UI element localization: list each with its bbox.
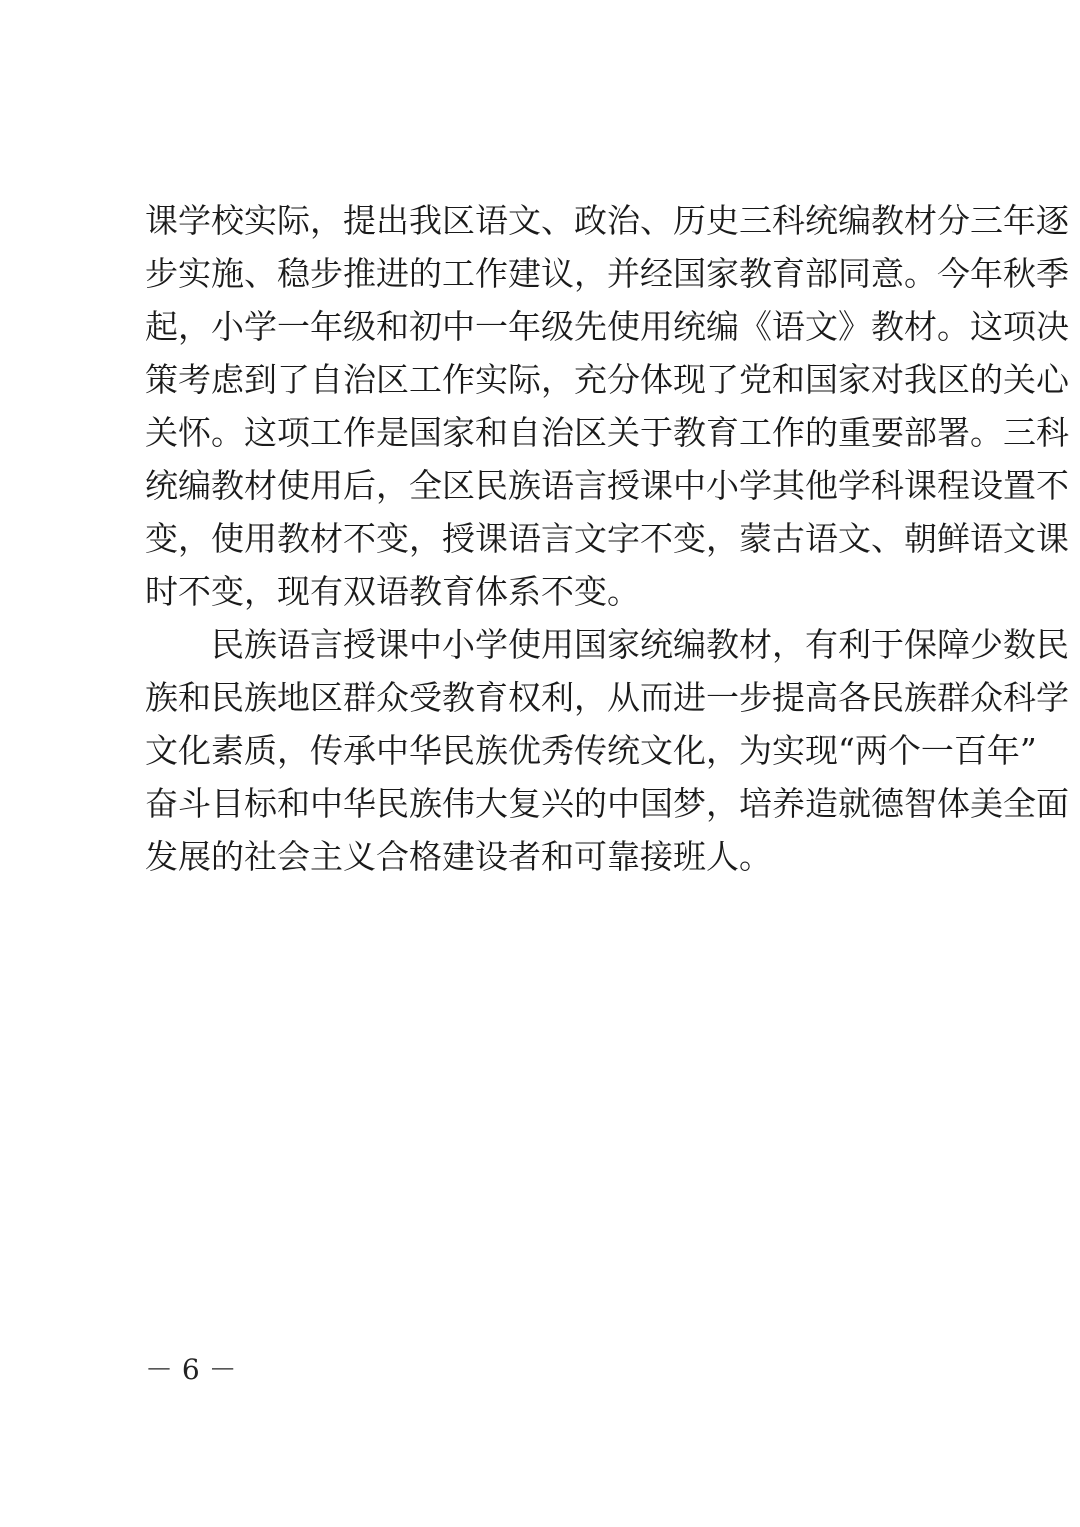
paragraph-2-line-1: 民族语言授课中小学使用国家统编教材，有利于保障少数民 xyxy=(211,625,1069,664)
paragraph-2-line-5: 发展的社会主义合格建设者和可靠接班人。 xyxy=(145,837,772,876)
paragraph-2-line-3: 文化素质，传承中华民族优秀传统文化，为实现“两个一百年” xyxy=(145,731,1037,770)
paragraph-1-line-3: 起，小学一年级和初中一年级先使用统编《语文》教材。这项决 xyxy=(145,307,1069,346)
paragraph-1-line-7: 变，使用教材不变，授课语言文字不变，蒙古语文、朝鲜语文课 xyxy=(145,519,1069,558)
paragraph-2-line-4: 奋斗目标和中华民族伟大复兴的中国梦，培养造就德智体美全面 xyxy=(145,784,1069,823)
paragraph-1-line-8: 时不变，现有双语教育体系不变。 xyxy=(145,572,640,611)
paragraph-1-line-5: 关怀。这项工作是国家和自治区关于教育工作的重要部署。三科 xyxy=(145,413,1069,452)
paragraph-1-line-1: 课学校实际，提出我区语文、政治、历史三科统编教材分三年逐 xyxy=(145,201,1069,240)
paragraph-1-line-6: 统编教材使用后，全区民族语言授课中小学其他学科课程设置不 xyxy=(145,466,1069,505)
paragraph-1-line-2: 步实施、稳步推进的工作建议，并经国家教育部同意。今年秋季 xyxy=(145,254,1069,293)
paragraph-2-line-2: 族和民族地区群众受教育权利，从而进一步提高各民族群众科学 xyxy=(145,678,1069,717)
paragraph-1-line-4: 策考虑到了自治区工作实际，充分体现了党和国家对我区的关心 xyxy=(145,360,1069,399)
document-body xyxy=(145,194,1069,883)
page-number: － 6 － xyxy=(145,1353,237,1386)
